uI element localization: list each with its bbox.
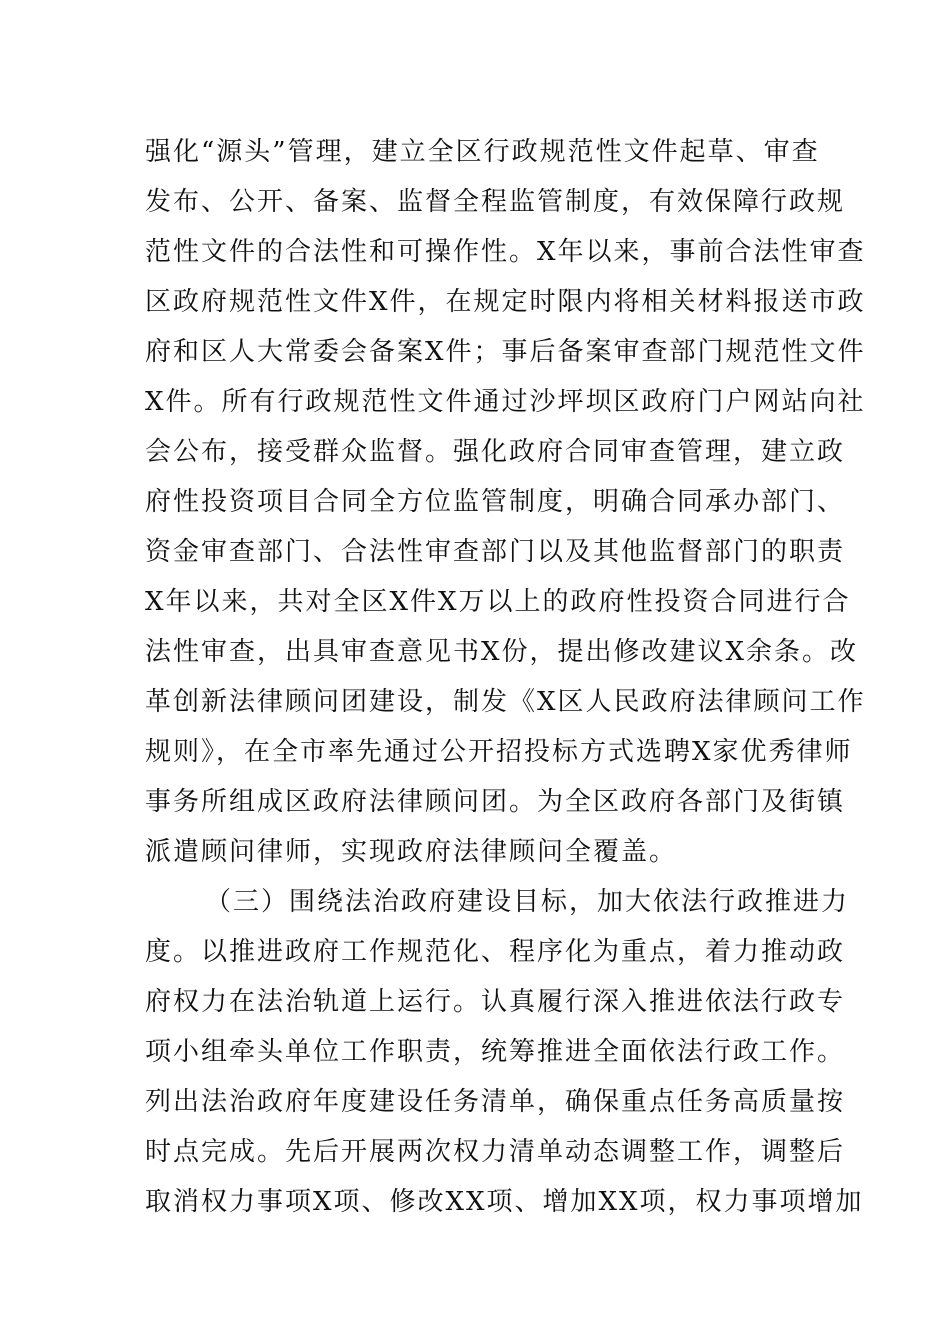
text-line: 列出法治政府年度建设任务清单，确保重点任务高质量按 — [145, 1087, 846, 1117]
text-line: 府权力在法治轨道上运行。认真履行深入推进依法行政专 — [145, 987, 846, 1017]
text-line: 派遣顾问律师，实现政府法律顾问全覆盖。 — [145, 837, 678, 867]
text-line: 范性文件的合法性和可操作性。X年以来，事前合法性审查 — [145, 237, 866, 267]
text-line: 发布、公开、备案、监督全程监管制度，有效保障行政规 — [145, 187, 846, 217]
text-line: 强化“源头”管理，建立全区行政规范性文件起草、审查 — [145, 137, 820, 167]
text-line: 会公布，接受群众监督。强化政府合同审查管理，建立政 — [145, 437, 846, 467]
text-line: 取消权力事项X项、修改XX项、增加XX项，权力事项增加 — [145, 1187, 864, 1217]
text-line: X件。所有行政规范性文件通过沙坪坝区政府门户网站向社 — [145, 387, 866, 417]
text-line: 规则》，在全市率先通过公开招投标方式选聘X家优秀律师 — [145, 737, 853, 767]
text-line: 项小组牵头单位工作职责，统筹推进全面依法行政工作。 — [145, 1037, 846, 1067]
text-line: 区政府规范性文件X件，在规定时限内将相关材料报送市政 — [145, 287, 866, 317]
text-line: 事务所组成区政府法律顾问团。为全区政府各部门及街镇 — [145, 787, 846, 817]
text-line: 资金审查部门、合法性审查部门以及其他监督部门的职责 — [145, 537, 846, 567]
text-line: X年以来，共对全区X件X万以上的政府性投资合同进行合 — [145, 587, 851, 617]
text-line: 革创新法律顾问团建设，制发《X区人民政府法律顾问工作 — [145, 687, 866, 717]
text-line: 府和区人大常委会备案X件；事后备案审查部门规范性文件 — [145, 337, 866, 367]
text-line: 法性审查，出具审查意见书X份，提出修改建议X余条。改 — [145, 637, 859, 667]
text-line: 府性投资项目合同全方位监管制度，明确合同承办部门、 — [145, 487, 846, 517]
text-line: 时点完成。先后开展两次权力清单动态调整工作，调整后 — [145, 1137, 846, 1167]
section-heading-line: （三）围绕法治政府建设目标，加大依法行政推进力 — [205, 887, 850, 917]
text-line: 度。以推进政府工作规范化、程序化为重点，着力推动政 — [145, 937, 846, 967]
